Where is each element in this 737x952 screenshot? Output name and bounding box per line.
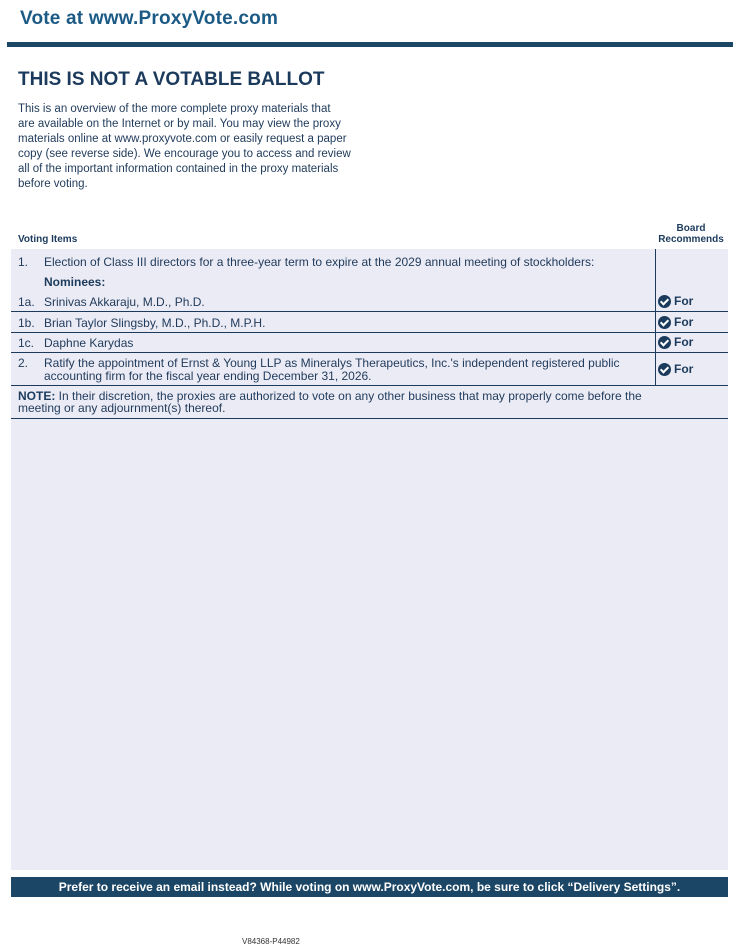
recommendation <box>658 294 693 308</box>
nominee-name: Srinivas Akkaraju, M.D., Ph.D. <box>44 295 205 309</box>
intro-line: before voting. <box>18 178 88 190</box>
item-text: Ratify the appointment of Ernst & Young LLP as Mineralys Therapeutics, Inc.'s independent registered public accounting firm for the fiscal year ending December 31, 2026. <box>44 356 620 383</box>
item-number: 1b. <box>18 316 35 330</box>
nominee-name: Daphne Karydas <box>44 336 134 350</box>
row-divider <box>11 385 728 386</box>
recommendation-label: For <box>674 362 694 376</box>
note-label: NOTE: <box>18 389 56 403</box>
note <box>18 390 650 414</box>
voting-items-header: Voting Items <box>18 234 78 245</box>
recommendation <box>658 335 693 349</box>
item-number: 1. <box>18 255 29 269</box>
document-code: V84368-P44982 <box>242 937 300 946</box>
intro-line: all of the important information contained in the proxy materials <box>18 163 339 175</box>
intro-line: This is an overview of the more complete proxy materials that <box>18 103 331 115</box>
board-header-line2: Recommends <box>658 234 724 245</box>
check-circle-icon <box>658 363 671 376</box>
header-divider <box>7 42 733 47</box>
email-delivery-banner: Prefer to receive an email instead? While voting on www.ProxyVote.com, be sure to click “Delivery Settings”. <box>11 877 728 897</box>
nominee-name: Brian Taylor Slingsby, M.D., Ph.D., M.P.H. <box>44 316 266 330</box>
nominees-label: Nominees: <box>44 275 106 289</box>
intro-line: are available on the Internet or by mail. You may view the proxy <box>18 118 341 130</box>
item-number: 1c. <box>18 336 35 350</box>
board-header-line1: Board <box>676 223 706 234</box>
header-title: Vote at www.ProxyVote.com <box>20 8 279 29</box>
recommendation <box>658 315 693 329</box>
item-text: Election of Class III directors for a three-year term to expire at the 2029 annual meeting of stockholders: <box>44 255 595 269</box>
row-divider <box>11 352 728 353</box>
item-number: 2. <box>18 356 29 370</box>
check-circle-icon <box>658 316 671 329</box>
recommendation-label: For <box>674 335 694 349</box>
intro-line: materials online at www.proxyvote.com or easily request a paper <box>18 133 347 145</box>
board-recommends-header <box>655 223 727 245</box>
row-divider <box>11 418 728 419</box>
intro-line: copy (see reverse side). We encourage you to access and review <box>18 148 351 160</box>
ballot-heading: THIS IS NOT A VOTABLE BALLOT <box>18 69 325 90</box>
recommendation <box>658 362 693 376</box>
recommendation-label: For <box>674 315 694 329</box>
check-circle-icon <box>658 295 671 308</box>
recommendation-label: For <box>674 294 694 308</box>
row-divider <box>11 332 728 333</box>
note-text: In their discretion, the proxies are authorized to vote on any other business that may properly come before the meeting or any adjournment(s) thereof. <box>18 389 642 415</box>
intro-paragraph <box>18 102 363 192</box>
row-divider <box>11 311 728 312</box>
check-circle-icon <box>658 336 671 349</box>
item-number: 1a. <box>18 295 35 309</box>
